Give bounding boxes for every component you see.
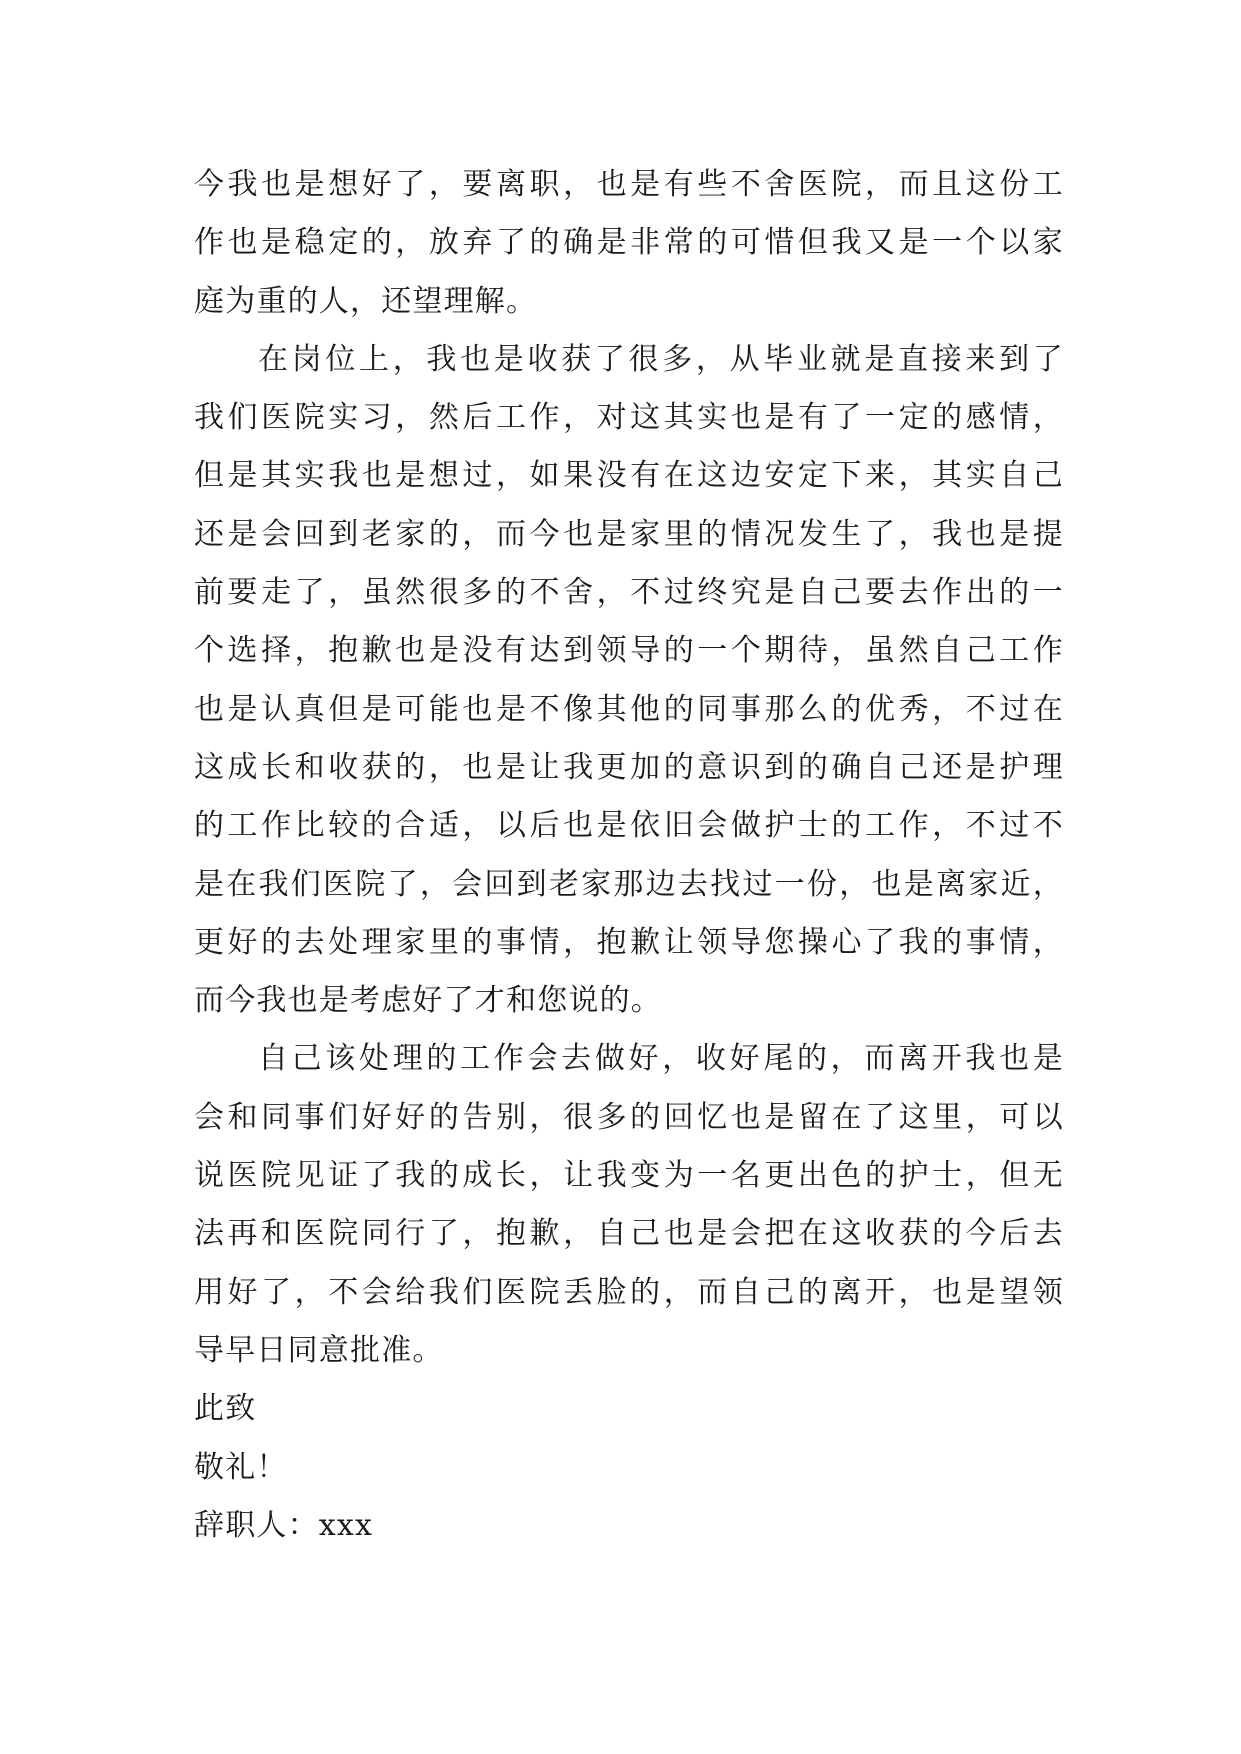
paragraph-3-line: 导早日同意批准。 xyxy=(194,1332,444,1368)
paragraph-3-line: 法再和医院同行了，抱歉，自己也是会把在这收获的今后去 xyxy=(194,1216,1064,1252)
salutation: 敬礼！ xyxy=(194,1449,288,1485)
paragraph-2-line: 更好的去处理家里的事情，抱歉让领导您操心了我的事情， xyxy=(194,924,1064,960)
paragraph-2-line: 在岗位上，我也是收获了很多，从毕业就是直接来到了 xyxy=(258,341,1064,377)
paragraph-3-line: 自己该处理的工作会去做好，收好尾的，而离开我也是 xyxy=(258,1041,1064,1077)
paragraph-1-line: 作也是稳定的，放弃了的确是非常的可惜但我又是一个以家 xyxy=(194,225,1064,261)
paragraph-2-line: 是在我们医院了，会回到老家那边去找过一份，也是离家近， xyxy=(194,866,1064,902)
letter-body xyxy=(194,156,1064,1555)
paragraph-2-line: 而今我也是考虑好了才和您说的。 xyxy=(194,983,662,1019)
paragraph-3-line: 会和同事们好好的告别，很多的回忆也是留在了这里，可以 xyxy=(194,1099,1064,1135)
paragraph-2-line: 也是认真但是可能也是不像其他的同事那么的优秀，不过在 xyxy=(194,691,1064,727)
paragraph-2-line: 的工作比较的合适，以后也是依旧会做护士的工作，不过不 xyxy=(194,808,1064,844)
paragraph-3-line: 说医院见证了我的成长，让我变为一名更出色的护士，但无 xyxy=(194,1158,1064,1194)
signature: 辞职人：xxx xyxy=(194,1507,374,1543)
closing-phrase: 此致 xyxy=(194,1391,257,1427)
paragraph-2-line: 但是其实我也是想过，如果没有在这边安定下来，其实自己 xyxy=(194,458,1064,494)
paragraph-2-line: 我们医院实习，然后工作，对这其实也是有了一定的感情， xyxy=(194,400,1064,436)
paragraph-2-line: 前要走了，虽然很多的不舍，不过终究是自己要去作出的一 xyxy=(194,575,1064,611)
paragraph-1-line: 今我也是想好了，要离职，也是有些不舍医院，而且这份工 xyxy=(194,167,1064,202)
paragraph-1-line: 庭为重的人，还望理解。 xyxy=(194,283,538,319)
paragraph-3-line: 用好了，不会给我们医院丢脸的，而自己的离开，也是望领 xyxy=(194,1274,1064,1310)
paragraph-2-line: 还是会回到老家的，而今也是家里的情况发生了，我也是提 xyxy=(194,516,1064,552)
paragraph-2-line: 个选择，抱歉也是没有达到领导的一个期待，虽然自己工作 xyxy=(194,633,1064,669)
paragraph-2-line: 这成长和收获的，也是让我更加的意识到的确自己还是护理 xyxy=(194,749,1064,785)
